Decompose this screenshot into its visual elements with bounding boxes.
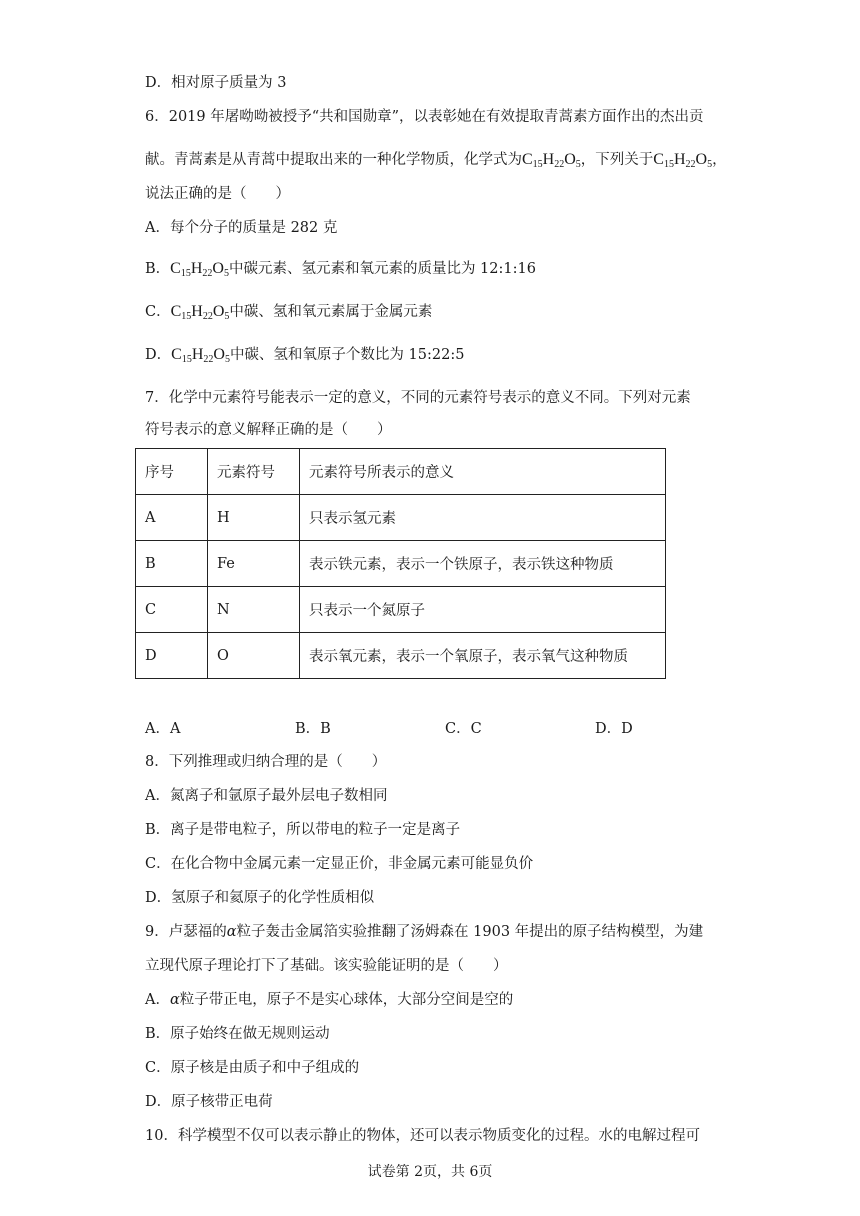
- alpha-symbol: α: [169, 992, 180, 1008]
- q6-option-a: A．每个分子的质量是 282 克: [145, 220, 338, 236]
- table-cell: 只表示氢元素: [300, 495, 666, 541]
- q8-option-a: A．氮离子和氩原子最外层电子数相同: [145, 788, 388, 804]
- table-row: [136, 633, 666, 679]
- table-cell: 只表示一个氮原子: [300, 587, 666, 633]
- formula-artemisinin: $C_{15}H_{22}O_5$: [171, 346, 230, 365]
- table-cell: 表示铁元素，表示一个铁原子，表示铁这种物质: [300, 541, 666, 587]
- q6-stem-line3: 说法正确的是（ ）: [145, 186, 290, 202]
- table-cell: B: [136, 541, 208, 587]
- table-cell: H: [208, 495, 300, 541]
- q9-option-d: D．原子核带正电荷: [145, 1094, 273, 1110]
- q7-option-d: D．D: [595, 721, 633, 737]
- q8-option-d: D．氢原子和氦原子的化学性质相似: [145, 890, 375, 906]
- formula-artemisinin: $C_{15}H_{22}O_5$: [170, 260, 229, 279]
- table-cell: A: [136, 495, 208, 541]
- table-cell: 表示氧元素，表示一个氧原子，表示氧气这种物质: [300, 633, 666, 679]
- q5-option-d: D．相对原子质量为 3: [145, 75, 287, 91]
- table-cell: N: [208, 587, 300, 633]
- q7-option-b: B．B: [295, 721, 331, 737]
- q9-stem-line1: 9．卢瑟福的α粒子轰击金属箔实验推翻了汤姆森在 1903 年提出的原子结构模型，为建: [145, 924, 704, 940]
- q6-option-d: D．$C_{15}H_{22}O_5$中碳、氢和氧原子个数比为 15:22:5: [145, 346, 465, 365]
- table-row: [136, 495, 666, 541]
- q9-stem-line2: 立现代原子理论打下了基础。该实验能证明的是（ ）: [145, 958, 508, 974]
- formula-artemisinin: $C_{15}H_{22}O_5$: [170, 303, 230, 322]
- q7-option-c: C．C: [445, 721, 482, 737]
- q7-option-a: A．A: [145, 721, 181, 737]
- q8-option-c: C．在化合物中金属元素一定显正价，非金属元素可能显负价: [145, 856, 534, 872]
- table-header-cell: 元素符号所表示的意义: [300, 449, 666, 495]
- q8-option-b: B．离子是带电粒子，所以带电的粒子一定是离子: [145, 822, 461, 838]
- q9-option-b: B．原子始终在做无规则运动: [145, 1026, 330, 1042]
- q10-stem-line1: 10．科学模型不仅可以表示静止的物体，还可以表示物质变化的过程。水的电解过程可: [145, 1128, 700, 1144]
- formula-artemisinin: $C_{15}H_{22}O_5$: [653, 151, 713, 170]
- page-footer: 试卷第 2页，共 6页: [367, 1164, 493, 1180]
- q6-stem-line2: 献。青蒿素是从青蒿中提取出来的一种化学物质，化学式为$C_{15}H_{22}O_5$，下列关于$C_{15}H_{22}O_5$，: [145, 151, 727, 170]
- table-header-cell: 序号: [136, 449, 208, 495]
- q9-option-c: C．原子核是由质子和中子组成的: [145, 1060, 360, 1076]
- formula-artemisinin: $C_{15}H_{22}O_5$: [522, 151, 581, 170]
- table-cell: Fe: [208, 541, 300, 587]
- q8-stem: 8．下列推理或归纳合理的是（ ）: [145, 754, 387, 770]
- q6-stem-line1: 6．2019 年屠呦呦被授予“共和国勋章”，以表彰她在有效提取青蒿素方面作出的杰出贡: [145, 109, 704, 125]
- q9-option-a: A．α粒子带正电，原子不是实心球体，大部分空间是空的: [145, 992, 514, 1008]
- q7-stem-line1: 7．化学中元素符号能表示一定的意义，不同的元素符号表示的意义不同。下列对元素: [145, 390, 691, 406]
- q6-option-c: C．$C_{15}H_{22}O_5$中碳、氢和氧元素属于金属元素: [145, 303, 433, 322]
- table-header-row: [136, 449, 666, 495]
- table-cell: D: [136, 633, 208, 679]
- table-header-cell: 元素符号: [208, 449, 300, 495]
- table-cell: C: [136, 587, 208, 633]
- table-cell: O: [208, 633, 300, 679]
- element-symbol-table: [135, 448, 666, 679]
- table-row: [136, 587, 666, 633]
- alpha-symbol: α: [226, 924, 237, 940]
- q6-option-b: B．$C_{15}H_{22}O_5$中碳元素、氢元素和氧元素的质量比为 12:1:16: [145, 260, 536, 279]
- table-row: [136, 541, 666, 587]
- q7-stem-line2: 符号表示的意义解释正确的是（ ）: [145, 422, 392, 438]
